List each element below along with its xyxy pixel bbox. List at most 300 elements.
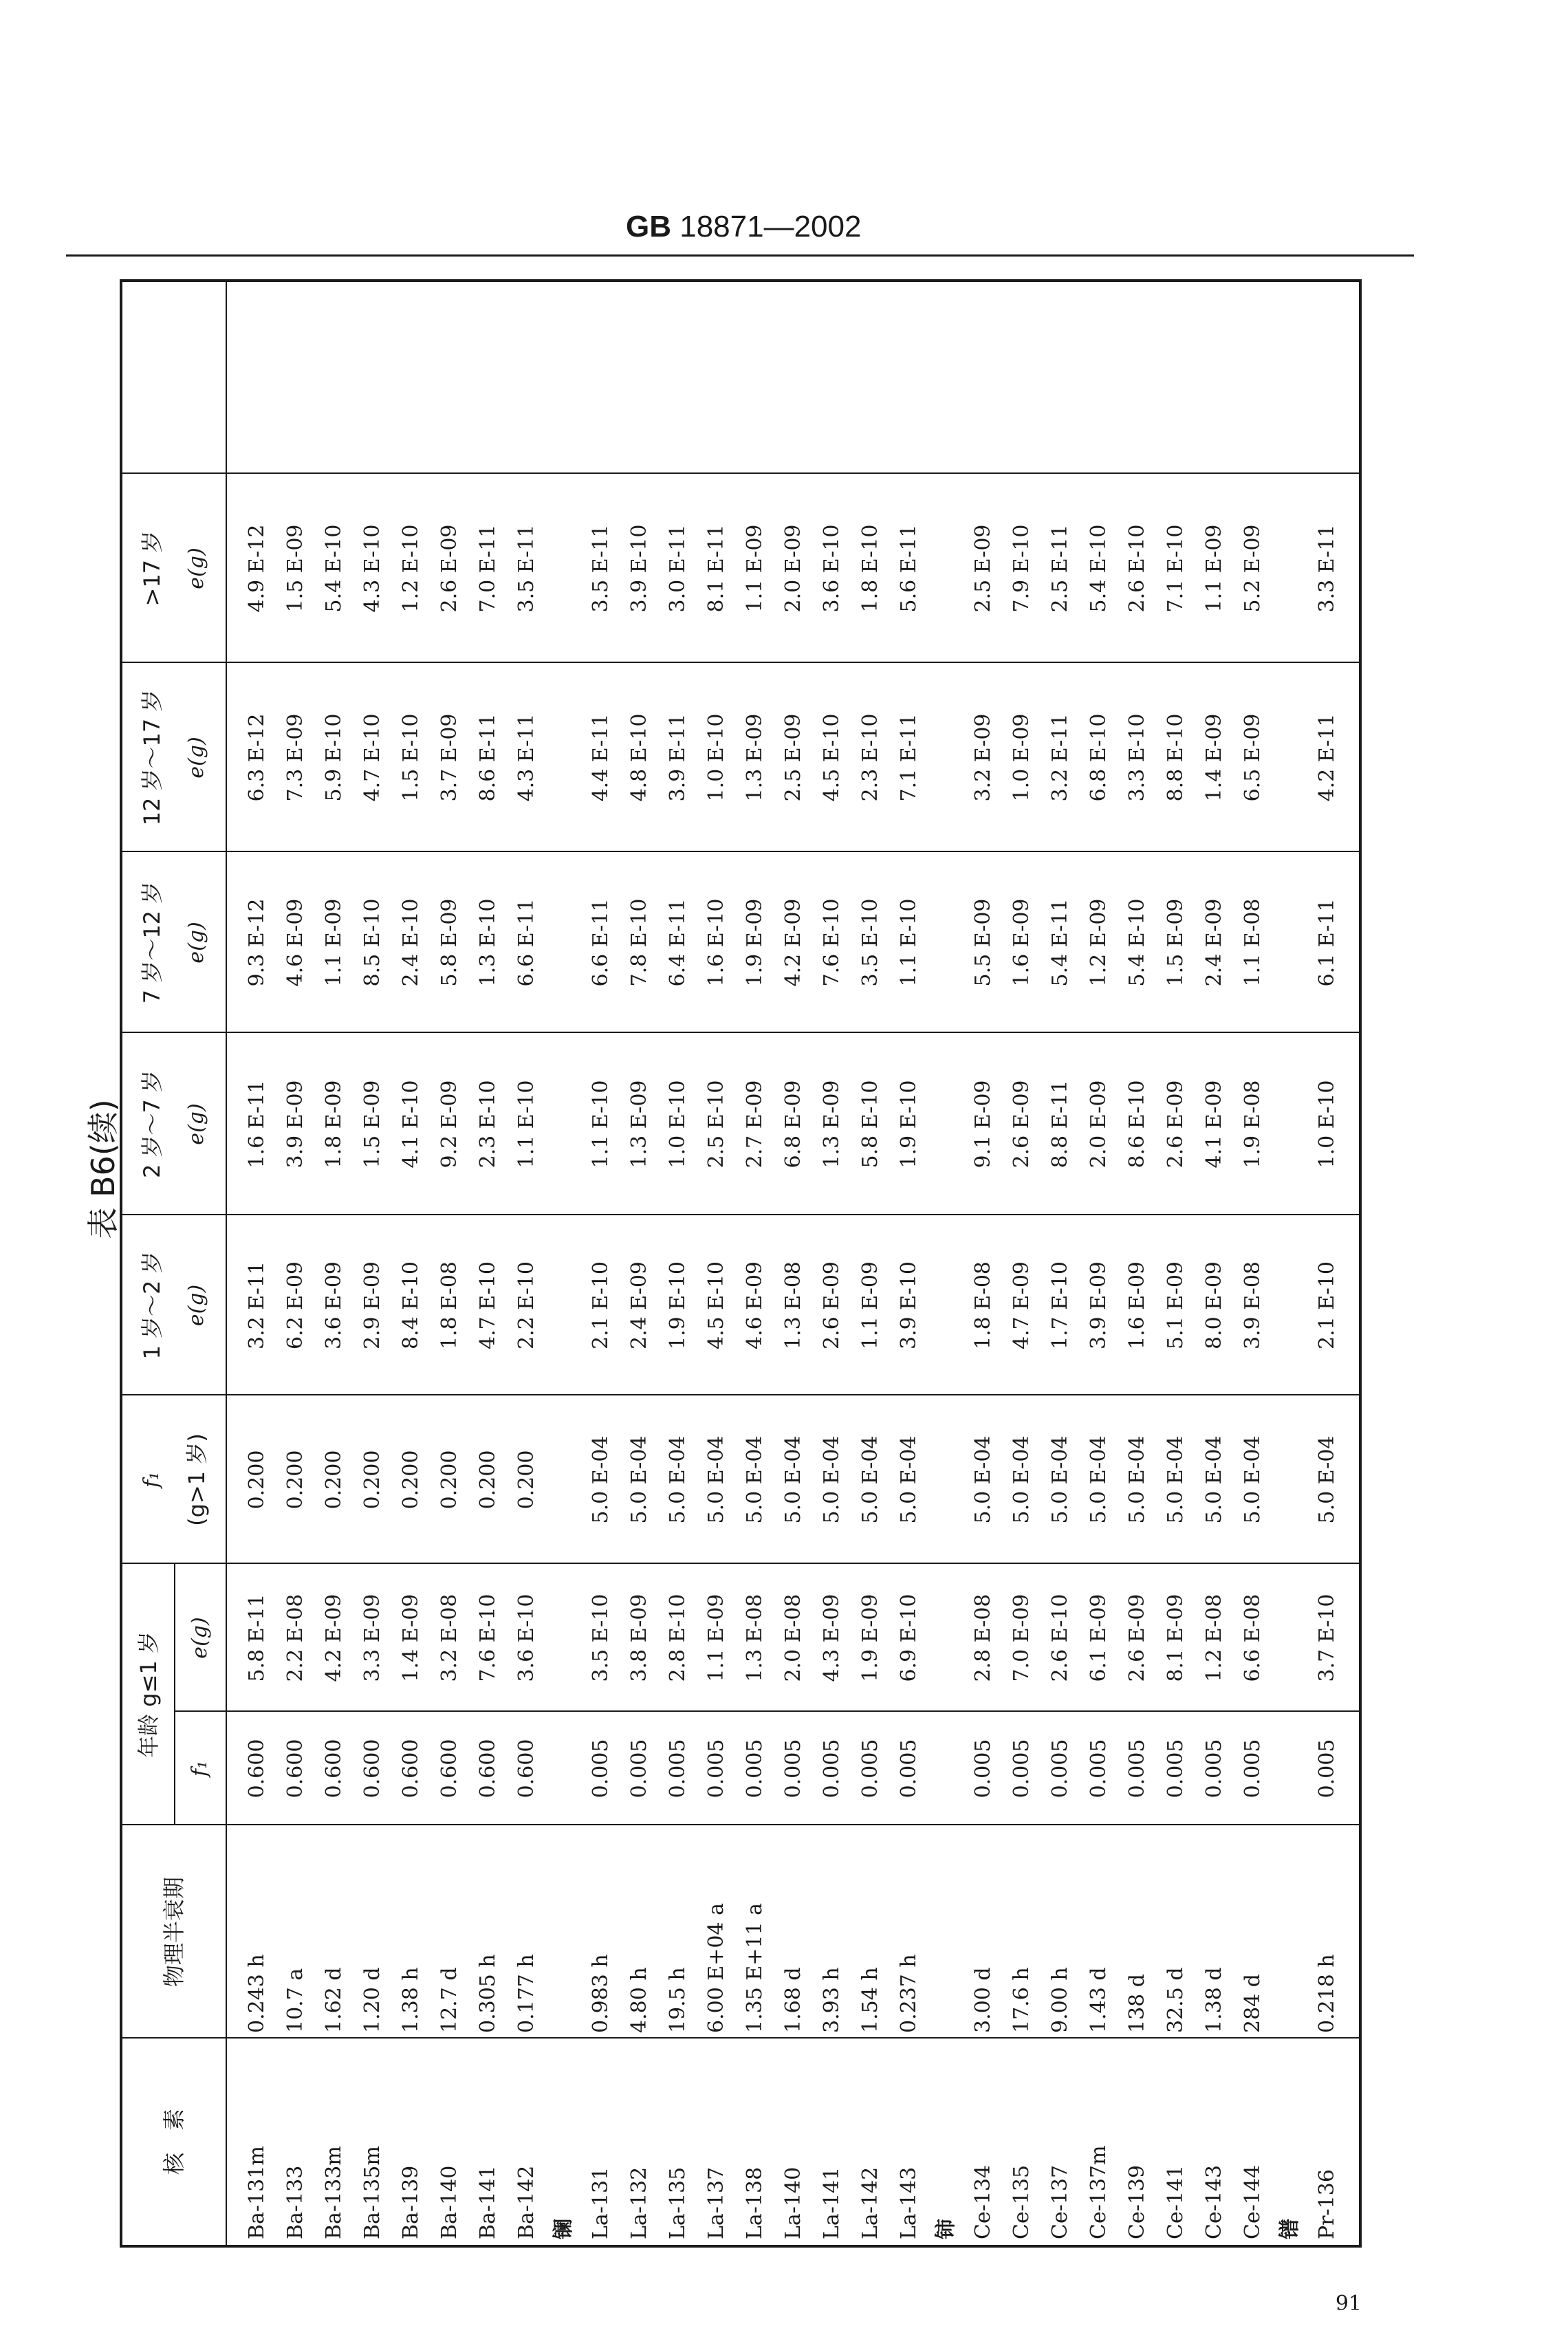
half-life-cell: 19.5 h	[666, 1967, 690, 2033]
value-cell: 2.0 E-09	[781, 524, 805, 613]
value-cell: 0.005	[1087, 1739, 1111, 1798]
value-cell: 5.0 E-04	[1048, 1435, 1072, 1524]
row-rule	[226, 282, 227, 2245]
value-cell: 3.6 E-09	[322, 1261, 346, 1350]
value-cell: 5.0 E-04	[897, 1435, 921, 1524]
nuclide-cell: La-135	[666, 2166, 690, 2239]
header-age-2-7: 2 岁～7 岁	[138, 1069, 165, 1179]
value-cell: 7.3 E-09	[283, 713, 307, 802]
half-life-cell: 138 d	[1125, 1973, 1149, 2033]
value-cell: 0.005	[666, 1739, 690, 1798]
value-cell: 0.200	[322, 1450, 346, 1510]
column-rule	[122, 1032, 1359, 1033]
nuclide-cell: Ce-137	[1048, 2164, 1072, 2239]
value-cell: 2.4 E-09	[1202, 898, 1226, 987]
value-cell: 1.2 E-08	[1202, 1594, 1226, 1682]
value-cell: 2.6 E-09	[1010, 1080, 1034, 1168]
value-cell: 1.9 E-09	[743, 898, 767, 987]
value-cell: 3.5 E-10	[589, 1594, 613, 1682]
value-cell: 0.200	[437, 1450, 461, 1510]
value-cell: 4.6 E-09	[283, 898, 307, 987]
value-cell: 4.2 E-09	[781, 898, 805, 987]
table-rotated-layer	[122, 282, 1359, 2245]
value-cell: 0.005	[589, 1739, 613, 1798]
header-f1-infant: f₁	[187, 1760, 212, 1777]
value-cell: 1.5 E-09	[1164, 898, 1188, 987]
value-cell: 3.2 E-11	[245, 1261, 269, 1350]
value-cell: 7.8 E-10	[627, 898, 651, 987]
column-rule	[122, 1824, 1359, 1825]
nuclide-cell: Ba-139	[399, 2165, 423, 2239]
value-cell: 7.0 E-11	[476, 524, 500, 613]
value-cell: 2.2 E-08	[283, 1594, 307, 1682]
value-cell: 4.3 E-11	[514, 713, 538, 802]
nuclide-cell: Ce-143	[1202, 2164, 1226, 2239]
value-cell: 0.005	[1241, 1739, 1265, 1798]
value-cell: 2.5 E-11	[1048, 524, 1072, 613]
column-rule	[174, 1710, 1359, 1712]
value-cell: 0.005	[781, 1739, 805, 1798]
value-cell: 6.5 E-09	[1241, 713, 1265, 802]
value-cell: 5.4 E-10	[1087, 524, 1111, 613]
value-cell: 0.600	[322, 1739, 346, 1798]
value-cell: 6.2 E-09	[283, 1261, 307, 1350]
value-cell: 4.7 E-10	[476, 1261, 500, 1350]
value-cell: 2.8 E-10	[666, 1594, 690, 1682]
nuclide-cell: La-143	[897, 2166, 921, 2239]
value-cell: 2.0 E-09	[1087, 1080, 1111, 1168]
value-cell: 5.0 E-04	[1087, 1435, 1111, 1524]
value-cell: 1.1 E-09	[704, 1594, 728, 1682]
value-cell: 3.5 E-11	[514, 524, 538, 613]
value-cell: 4.4 E-11	[589, 713, 613, 802]
value-cell: 1.6 E-09	[1125, 1261, 1149, 1350]
value-cell: 1.5 E-09	[360, 1080, 384, 1168]
value-cell: 4.1 E-09	[1202, 1080, 1226, 1168]
value-cell: 0.600	[283, 1739, 307, 1798]
header-age-17: >17 岁	[138, 530, 165, 607]
value-cell: 3.9 E-09	[283, 1080, 307, 1168]
value-cell: 3.9 E-10	[627, 524, 651, 613]
value-cell: 6.4 E-11	[666, 898, 690, 987]
value-cell: 0.005	[820, 1739, 844, 1798]
value-cell: 3.8 E-09	[627, 1594, 651, 1682]
value-cell: 5.0 E-04	[1241, 1435, 1265, 1524]
header-f1-child-sub: (g>1 岁)	[183, 1433, 210, 1526]
half-life-cell: 1.38 h	[399, 1967, 423, 2033]
value-cell: 1.5 E-09	[283, 524, 307, 613]
value-cell: 0.005	[1315, 1739, 1339, 1798]
value-cell: 7.9 E-10	[1010, 524, 1034, 613]
value-cell: 1.4 E-09	[1202, 713, 1226, 802]
value-cell: 1.6 E-10	[704, 898, 728, 987]
column-rule	[122, 2037, 1359, 2039]
value-cell: 2.4 E-10	[399, 898, 423, 987]
half-life-cell: 1.54 h	[858, 1967, 882, 2033]
half-life-cell: 32.5 d	[1164, 1967, 1188, 2033]
value-cell: 5.4 E-10	[322, 524, 346, 613]
value-cell: 0.005	[858, 1739, 882, 1798]
value-cell: 2.7 E-09	[743, 1080, 767, 1168]
value-cell: 0.005	[704, 1739, 728, 1798]
half-life-cell: 1.35 E+11 a	[743, 1903, 767, 2033]
value-cell: 8.8 E-11	[1048, 1080, 1072, 1168]
value-cell: 5.0 E-04	[858, 1435, 882, 1524]
half-life-cell: 4.80 h	[627, 1967, 651, 2033]
nuclide-cell: Ba-141	[476, 2165, 500, 2239]
value-cell: 1.1 E-09	[858, 1261, 882, 1350]
value-cell: 8.0 E-09	[1202, 1261, 1226, 1350]
value-cell: 5.0 E-04	[743, 1435, 767, 1524]
value-cell: 8.4 E-10	[399, 1261, 423, 1350]
column-rule	[122, 851, 1359, 852]
value-cell: 2.6 E-10	[1125, 524, 1149, 613]
value-cell: 2.3 E-10	[858, 713, 882, 802]
header-eg-age-7-12: e(g)	[184, 922, 208, 964]
value-cell: 0.005	[743, 1739, 767, 1798]
value-cell: 1.1 E-10	[897, 898, 921, 987]
value-cell: 7.6 E-10	[476, 1594, 500, 1682]
value-cell: 4.7 E-09	[1010, 1261, 1034, 1350]
value-cell: 0.005	[1202, 1739, 1226, 1798]
header-eg-age-17: e(g)	[184, 547, 208, 589]
value-cell: 5.9 E-10	[322, 713, 346, 802]
header-nuclide: 核 素	[161, 2109, 187, 2175]
value-cell: 1.9 E-10	[666, 1261, 690, 1350]
nuclide-cell: La-142	[858, 2166, 882, 2239]
nuclide-cell: Ba-135m	[360, 2146, 384, 2239]
value-cell: 9.1 E-09	[971, 1080, 995, 1168]
value-cell: 1.3 E-08	[781, 1261, 805, 1350]
half-life-cell: 10.7 a	[283, 1968, 307, 2033]
value-cell: 3.6 E-10	[820, 524, 844, 613]
value-cell: 2.6 E-09	[820, 1261, 844, 1350]
value-cell: 1.1 E-08	[1241, 898, 1265, 987]
column-rule	[122, 1563, 1359, 1564]
value-cell: 5.4 E-10	[1125, 898, 1149, 987]
value-cell: 3.3 E-11	[1315, 524, 1339, 613]
value-cell: 2.4 E-09	[627, 1261, 651, 1350]
header-rule	[66, 254, 1414, 257]
value-cell: 4.9 E-12	[245, 524, 269, 613]
value-cell: 1.0 E-10	[704, 713, 728, 802]
value-cell: 4.7 E-10	[360, 713, 384, 802]
value-cell: 4.2 E-11	[1315, 713, 1339, 802]
value-cell: 0.600	[360, 1739, 384, 1798]
value-cell: 0.200	[360, 1450, 384, 1510]
value-cell: 1.8 E-08	[437, 1261, 461, 1350]
group-label: 镨	[1278, 2219, 1302, 2239]
value-cell: 3.9 E-09	[1087, 1261, 1111, 1350]
value-cell: 5.0 E-04	[1125, 1435, 1149, 1524]
value-cell: 3.2 E-08	[437, 1594, 461, 1682]
column-rule	[122, 472, 1359, 474]
nuclide-cell: La-138	[743, 2166, 767, 2239]
value-cell: 5.0 E-04	[1010, 1435, 1034, 1524]
half-life-cell: 3.93 h	[820, 1967, 844, 2033]
half-life-cell: 0.243 h	[245, 1954, 269, 2033]
value-cell: 0.005	[1125, 1739, 1149, 1798]
value-cell: 0.005	[627, 1739, 651, 1798]
nuclide-cell: Pr-136	[1315, 2169, 1339, 2239]
value-cell: 1.8 E-09	[322, 1080, 346, 1168]
value-cell: 2.6 E-10	[1048, 1594, 1072, 1682]
value-cell: 2.1 E-10	[1315, 1261, 1339, 1350]
value-cell: 0.005	[1164, 1739, 1188, 1798]
value-cell: 3.9 E-10	[897, 1261, 921, 1350]
value-cell: 4.1 E-10	[399, 1080, 423, 1168]
nuclide-cell: Ba-131m	[245, 2146, 269, 2239]
value-cell: 6.6 E-11	[514, 898, 538, 987]
nuclide-cell: Ba-133m	[322, 2146, 346, 2239]
value-cell: 8.5 E-10	[360, 898, 384, 987]
value-cell: 0.600	[399, 1739, 423, 1798]
standard-header	[626, 206, 915, 248]
value-cell: 3.6 E-10	[514, 1594, 538, 1682]
header-age-infant: 年龄 g≤1 岁	[135, 1631, 162, 1758]
value-cell: 1.3 E-09	[743, 713, 767, 802]
value-cell: 4.3 E-09	[820, 1594, 844, 1682]
value-cell: 6.3 E-12	[245, 713, 269, 802]
value-cell: 2.5 E-09	[781, 713, 805, 802]
value-cell: 6.6 E-08	[1241, 1594, 1265, 1682]
value-cell: 5.0 E-04	[781, 1435, 805, 1524]
value-cell: 0.200	[514, 1450, 538, 1510]
nuclide-cell: La-141	[820, 2166, 844, 2239]
value-cell: 1.3 E-10	[476, 898, 500, 987]
value-cell: 9.2 E-09	[437, 1080, 461, 1168]
nuclide-cell: La-137	[704, 2166, 728, 2239]
header-eg-infant: e(g)	[187, 1617, 212, 1659]
standard-prefix: GB	[626, 210, 671, 243]
value-cell: 1.4 E-09	[399, 1594, 423, 1682]
value-cell: 5.2 E-09	[1241, 524, 1265, 613]
value-cell: 3.7 E-10	[1315, 1594, 1339, 1682]
page-number: 91	[1335, 2292, 1362, 2316]
value-cell: 3.3 E-09	[360, 1594, 384, 1682]
value-cell: 5.0 E-04	[1202, 1435, 1226, 1524]
value-cell: 0.005	[1010, 1739, 1034, 1798]
half-life-cell: 0.983 h	[589, 1954, 613, 2033]
half-life-cell: 1.43 d	[1087, 1967, 1111, 2033]
value-cell: 5.0 E-04	[1164, 1435, 1188, 1524]
column-rule	[122, 1394, 1359, 1395]
value-cell: 7.6 E-10	[820, 898, 844, 987]
value-cell: 5.1 E-09	[1164, 1261, 1188, 1350]
nuclide-cell: Ce-137m	[1087, 2145, 1111, 2239]
value-cell: 8.6 E-11	[476, 713, 500, 802]
value-cell: 5.0 E-04	[971, 1435, 995, 1524]
value-cell: 1.1 E-09	[1202, 524, 1226, 613]
half-life-cell: 1.68 d	[781, 1967, 805, 2033]
value-cell: 1.7 E-10	[1048, 1261, 1072, 1350]
half-life-cell: 6.00 E+04 a	[704, 1903, 728, 2033]
value-cell: 2.6 E-09	[437, 524, 461, 613]
column-rule	[122, 662, 1359, 663]
value-cell: 0.600	[514, 1739, 538, 1798]
value-cell: 5.8 E-09	[437, 898, 461, 987]
value-cell: 2.5 E-09	[971, 524, 995, 613]
value-cell: 4.5 E-10	[820, 713, 844, 802]
value-cell: 0.200	[399, 1450, 423, 1510]
value-cell: 3.3 E-10	[1125, 713, 1149, 802]
value-cell: 4.6 E-09	[743, 1261, 767, 1350]
header-eg-age-1-2: e(g)	[184, 1284, 208, 1327]
value-cell: 2.3 E-10	[476, 1080, 500, 1168]
value-cell: 1.2 E-10	[399, 524, 423, 613]
nuclide-cell: Ce-135	[1010, 2164, 1034, 2239]
value-cell: 0.005	[971, 1739, 995, 1798]
value-cell: 5.8 E-10	[858, 1080, 882, 1168]
value-cell: 1.0 E-09	[1010, 713, 1034, 802]
half-life-cell: 0.177 h	[514, 1954, 538, 2033]
value-cell: 0.200	[283, 1450, 307, 1510]
value-cell: 6.8 E-09	[781, 1080, 805, 1168]
value-cell: 1.2 E-09	[1087, 898, 1111, 987]
value-cell: 5.0 E-04	[704, 1435, 728, 1524]
value-cell: 1.1 E-10	[514, 1080, 538, 1168]
value-cell: 8.1 E-11	[704, 524, 728, 613]
value-cell: 5.6 E-11	[897, 524, 921, 613]
half-life-cell: 1.20 d	[360, 1967, 384, 2033]
value-cell: 3.5 E-11	[589, 524, 613, 613]
row-rule	[174, 1564, 175, 1825]
value-cell: 1.9 E-10	[897, 1080, 921, 1168]
value-cell: 8.6 E-10	[1125, 1080, 1149, 1168]
value-cell: 4.8 E-10	[627, 713, 651, 802]
half-life-cell: 1.62 d	[322, 1967, 346, 2033]
value-cell: 5.0 E-04	[666, 1435, 690, 1524]
value-cell: 4.2 E-09	[322, 1594, 346, 1682]
value-cell: 2.8 E-08	[971, 1594, 995, 1682]
value-cell: 0.005	[1048, 1739, 1072, 1798]
group-label: 铈	[934, 2219, 958, 2239]
value-cell: 0.200	[245, 1450, 269, 1510]
value-cell: 1.9 E-09	[858, 1594, 882, 1682]
value-cell: 6.8 E-10	[1087, 713, 1111, 802]
value-cell: 6.1 E-11	[1315, 898, 1339, 987]
half-life-cell: 17.6 h	[1010, 1967, 1034, 2033]
half-life-cell: 12.7 d	[437, 1967, 461, 2033]
value-cell: 4.5 E-10	[704, 1261, 728, 1350]
value-cell: 1.1 E-09	[743, 524, 767, 613]
value-cell: 7.0 E-09	[1010, 1594, 1034, 1682]
value-cell: 2.2 E-10	[514, 1261, 538, 1350]
column-rule	[122, 1214, 1359, 1215]
value-cell: 5.4 E-11	[1048, 898, 1072, 987]
value-cell: 2.5 E-10	[704, 1080, 728, 1168]
value-cell: 1.3 E-08	[743, 1594, 767, 1682]
nuclide-cell: La-132	[627, 2166, 651, 2239]
nuclide-cell: Ce-134	[971, 2164, 995, 2239]
table-caption: 表 B6(续)	[85, 1099, 122, 1239]
half-life-cell: 9.00 h	[1048, 1967, 1072, 2033]
value-cell: 1.9 E-08	[1241, 1080, 1265, 1168]
value-cell: 1.0 E-10	[1315, 1080, 1339, 1168]
dose-coefficient-table	[120, 279, 1362, 2248]
value-cell: 1.6 E-11	[245, 1080, 269, 1168]
value-cell: 3.0 E-11	[666, 524, 690, 613]
value-cell: 1.3 E-09	[627, 1080, 651, 1168]
nuclide-cell: Ce-141	[1164, 2164, 1188, 2239]
half-life-cell: 0.237 h	[897, 1954, 921, 2033]
nuclide-cell: La-131	[589, 2166, 613, 2239]
group-label: 镧	[552, 2219, 576, 2239]
value-cell: 3.9 E-08	[1241, 1261, 1265, 1350]
value-cell: 3.2 E-09	[971, 713, 995, 802]
nuclide-cell: Ba-140	[437, 2165, 461, 2239]
value-cell: 1.1 E-10	[589, 1080, 613, 1168]
value-cell: 6.6 E-11	[589, 898, 613, 987]
value-cell: 8.1 E-09	[1164, 1594, 1188, 1682]
value-cell: 0.200	[476, 1450, 500, 1510]
value-cell: 5.0 E-04	[627, 1435, 651, 1524]
header-age-12-17: 12 岁～17 岁	[138, 689, 165, 826]
nuclide-cell: Ce-144	[1241, 2164, 1265, 2239]
value-cell: 6.1 E-09	[1087, 1594, 1111, 1682]
nuclide-cell: Ba-142	[514, 2165, 538, 2239]
half-life-cell: 0.218 h	[1315, 1954, 1339, 2033]
value-cell: 1.8 E-10	[858, 524, 882, 613]
header-half-life: 物理半衰期	[161, 1877, 187, 1988]
half-life-cell: 0.305 h	[476, 1954, 500, 2033]
value-cell: 3.2 E-11	[1048, 713, 1072, 802]
value-cell: 1.5 E-10	[399, 713, 423, 802]
value-cell: 0.600	[476, 1739, 500, 1798]
value-cell: 3.7 E-09	[437, 713, 461, 802]
value-cell: 0.005	[897, 1739, 921, 1798]
value-cell: 3.5 E-10	[858, 898, 882, 987]
standard-code: 18871—2002	[679, 210, 862, 243]
value-cell: 2.0 E-08	[781, 1594, 805, 1682]
value-cell: 1.0 E-10	[666, 1080, 690, 1168]
value-cell: 2.9 E-09	[360, 1261, 384, 1350]
value-cell: 7.1 E-10	[1164, 524, 1188, 613]
header-age-1-2: 1 岁～2 岁	[138, 1251, 165, 1360]
nuclide-cell: Ce-139	[1125, 2164, 1149, 2239]
value-cell: 4.3 E-10	[360, 524, 384, 613]
value-cell: 8.8 E-10	[1164, 713, 1188, 802]
value-cell: 5.5 E-09	[971, 898, 995, 987]
value-cell: 1.1 E-09	[322, 898, 346, 987]
value-cell: 2.6 E-09	[1125, 1594, 1149, 1682]
value-cell: 7.1 E-11	[897, 713, 921, 802]
value-cell: 3.9 E-11	[666, 713, 690, 802]
header-eg-age-12-17: e(g)	[184, 737, 208, 779]
value-cell: 2.6 E-09	[1164, 1080, 1188, 1168]
header-f1-child: f₁	[139, 1471, 164, 1488]
value-cell: 5.8 E-11	[245, 1594, 269, 1682]
value-cell: 0.600	[245, 1739, 269, 1798]
nuclide-cell: Ba-133	[283, 2165, 307, 2239]
value-cell: 1.8 E-08	[971, 1261, 995, 1350]
value-cell: 1.3 E-09	[820, 1080, 844, 1168]
nuclide-cell: La-140	[781, 2166, 805, 2239]
value-cell: 9.3 E-12	[245, 898, 269, 987]
header-eg-age-2-7: e(g)	[184, 1103, 208, 1145]
value-cell: 0.600	[437, 1739, 461, 1798]
header-age-7-12: 7 岁～12 岁	[138, 881, 165, 1004]
value-cell: 1.6 E-09	[1010, 898, 1034, 987]
value-cell: 5.0 E-04	[1315, 1435, 1339, 1524]
half-life-cell: 3.00 d	[971, 1967, 995, 2033]
half-life-cell: 284 d	[1241, 1973, 1265, 2033]
value-cell: 5.0 E-04	[820, 1435, 844, 1524]
half-life-cell: 1.38 d	[1202, 1967, 1226, 2033]
value-cell: 6.9 E-10	[897, 1594, 921, 1682]
value-cell: 2.1 E-10	[589, 1261, 613, 1350]
value-cell: 5.0 E-04	[589, 1435, 613, 1524]
